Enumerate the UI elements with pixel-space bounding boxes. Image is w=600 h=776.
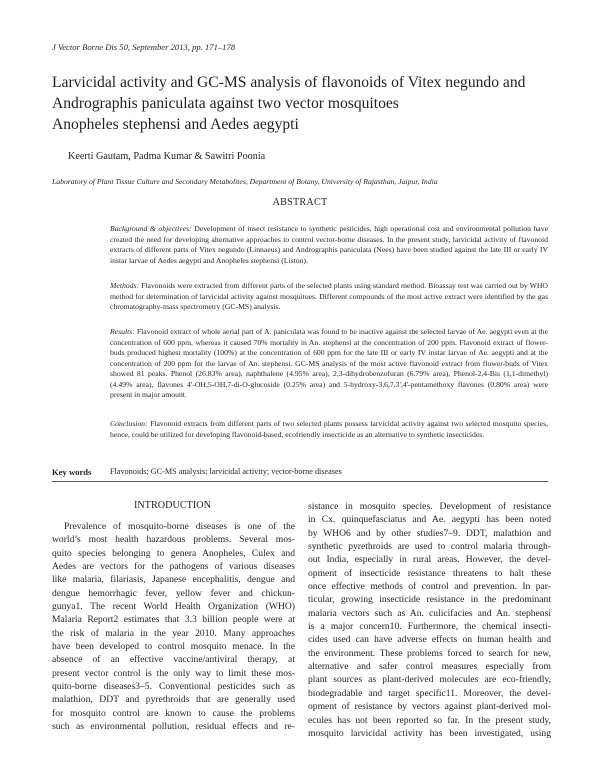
text-line: the risk of malaria in the year 2010. Many approaches [52, 627, 295, 639]
text-line: quito species belonging to genera Anopheles, Culex and [52, 547, 295, 559]
background-label: Background & objectives: [110, 224, 192, 233]
text-line: opment of resistance by vectors against plant-derived mol- [308, 701, 551, 713]
text-line: absence of an effective vaccine/antiviral therapy, at [52, 654, 295, 666]
methods-label: Methods: [110, 281, 140, 290]
abstract-heading: ABSTRACT [272, 197, 328, 208]
text-line: the environment. These problems forced to search for new, [308, 647, 551, 659]
title-line-2: Andrographis paniculata against two vector mosquitoes [52, 95, 399, 112]
abstract-results [110, 327, 548, 401]
results-label: Results: [110, 327, 135, 336]
title-line-1: Larvicidal activity and GC-MS analysis of flavonoids of Vitex negundo and [52, 74, 526, 91]
text-line: once effective methods of control and prevention. In par- [308, 581, 551, 593]
affiliation: Laboratory of Plant Tissue Culture and Secondary Metabolites, Department of Botany, University of Rajasthan, Jaipur, India [52, 177, 438, 186]
background-text: Development of insect resistance to synthetic pesticides, high operational cost and environmental pollution have created the need for developing alternative approaches to control vector-borne diseases. In the present study, larvicidal activity of flavonoid extracts of different parts of Vitex negundo (Linnaeus) and Andrographis paniculata (Nees) have been studied against the late III or early IV instar larvae of Aedes aegypti and Anopheles stephensi (Liston). [110, 224, 548, 265]
abstract-background [110, 224, 548, 266]
text-line: dengue hemorrhagic fever, yellow fever and chickun- [52, 587, 295, 599]
abstract-conclusion [110, 419, 548, 440]
text-line: such as environmental pollution, residual effects and re- [52, 721, 295, 733]
text-line: out India, especially in rural areas. However, the devel- [308, 554, 551, 566]
text-line: Prevalence of mosquito-borne diseases is one of the [64, 521, 295, 532]
text-line: ecules has not been reported so far. In the present study, [308, 714, 551, 726]
text-line: quito-borne diseases3–5. Conventional pesticides such as [52, 681, 295, 693]
text-line: sistance in mosquito species. Development of resistance [308, 501, 551, 512]
text-line: biodegradable and target specific11. Moreover, the devel- [308, 687, 551, 699]
left-column [52, 520, 295, 734]
keywords-text: Flavonoids; GC-MS analysis; larvicidal activity; vector-borne diseases [110, 467, 342, 476]
text-line: for mosquito control are known to cause the problems [52, 707, 295, 719]
conclusion-text: Flavonoid extracts from different parts of two selected plants possess larvicidal activity against two selected mosquito species, hence, could be utilized for developing flavonoid-based, ecofriendly insecticide as an alternative to synthetic insecticides. [110, 419, 548, 439]
section-divider [52, 481, 548, 482]
methods-text: Flavonoids were extracted from different parts of the selected plants using standard method. Bioassay test was carried out by WHO method for determination of larvicidal activity against mosquitoes. Different compounds of the most active extract were identified by the gas chromatography-mass spectrometry (GC-MS) analysis. [110, 281, 548, 311]
text-line: world’s most health hazardous problems. Several mos- [52, 534, 295, 546]
conclusion-label: Conclusion: [110, 419, 148, 428]
text-line: is a major concern10. Furthermore, the chemical insecti- [308, 621, 551, 633]
text-line: synthetic pyrethroids are used to control malaria through- [308, 541, 551, 553]
text-line: by WHO6 and by other studies7–9. DDT, malathion and [308, 527, 551, 539]
abstract-methods [110, 281, 548, 313]
title-line-3: Anopheles stephensi and Aedes aegypti [52, 116, 299, 133]
text-line: plant sources as plant-derived molecules are eco-friendly, [308, 674, 551, 686]
text-line: Malaria Report2 estimates that 3.3 billion people were at [52, 614, 295, 626]
text-line: have been developed to control mosquito menace. In the [52, 641, 295, 653]
introduction-heading: INTRODUCTION [134, 500, 211, 511]
text-line: malaria vectors such as An. culicifacies and An. stephensi [308, 607, 551, 619]
text-line: like malaria, filariasis, Japanese encephalitis, dengue and [52, 574, 295, 586]
text-line: alternative and safer control measures especially from [308, 661, 551, 673]
text-line: present vector control is the only way to limit these mos- [52, 667, 295, 679]
right-column [308, 500, 551, 740]
text-line: opment of insecticide resistance threatens to halt these [308, 567, 551, 579]
journal-citation: J Vector Borne Dis 50, September 2013, pp. 171–178 [52, 42, 236, 52]
author-list: Keerti Gautam, Padma Kumar & Sawitri Poonia [68, 151, 266, 162]
text-line: gunya1. The recent World Health Organization (WHO) [52, 601, 295, 613]
text-line: ticular, growing insecticide resistance in the predominant [308, 594, 551, 606]
text-line: cides used can have adverse effects on human health and [308, 634, 551, 646]
keywords-label: Key words [52, 467, 92, 477]
article-title [52, 72, 552, 135]
results-text: Flavonoid extract of whole aerial part of A. paniculata was found to be inactive against the selected larvae of Ae. aegypti even at the concentration of 600 ppm, whereas it caused 70% mortality in An. stephensi at the concentration of 200 ppm. Flavonoid extract of flower-buds produced highest mortality (100%) at the concentration of 600 ppm for the late III or early IV instar larvae of Ae. aegypti and at the concentration of 200 ppm for the larvae of An. stephensi. GC-MS analysis of the most active flavonoid extract from flower-buds of Vitex showed 81 peaks. Phenol (26.83% area), naphthalene (4.95% area), 2,3-dihydrobenzofuran (6.79% area), Phenol-2,4-Bis (1,1-dimethyl) (4.49% area), flavones 4'-OH,5-OH,7-di-O-glucoside (0.25% area) and 5-hydroxy-3,6,7,3',4'-pentamethoxy flavones (0.80% area) were present in major amount. [110, 327, 548, 399]
text-line: mosquito larvicidal activity has been investigated, using [308, 727, 551, 739]
text-line: malathion, DDT and pyrethroids that are generally used [52, 694, 295, 706]
text-line: Aedes are vectors for the pathogens of various diseases [52, 561, 295, 573]
text-line: in Cx. quinquefasciatus and Ae. aegypti has been noted [308, 514, 551, 526]
